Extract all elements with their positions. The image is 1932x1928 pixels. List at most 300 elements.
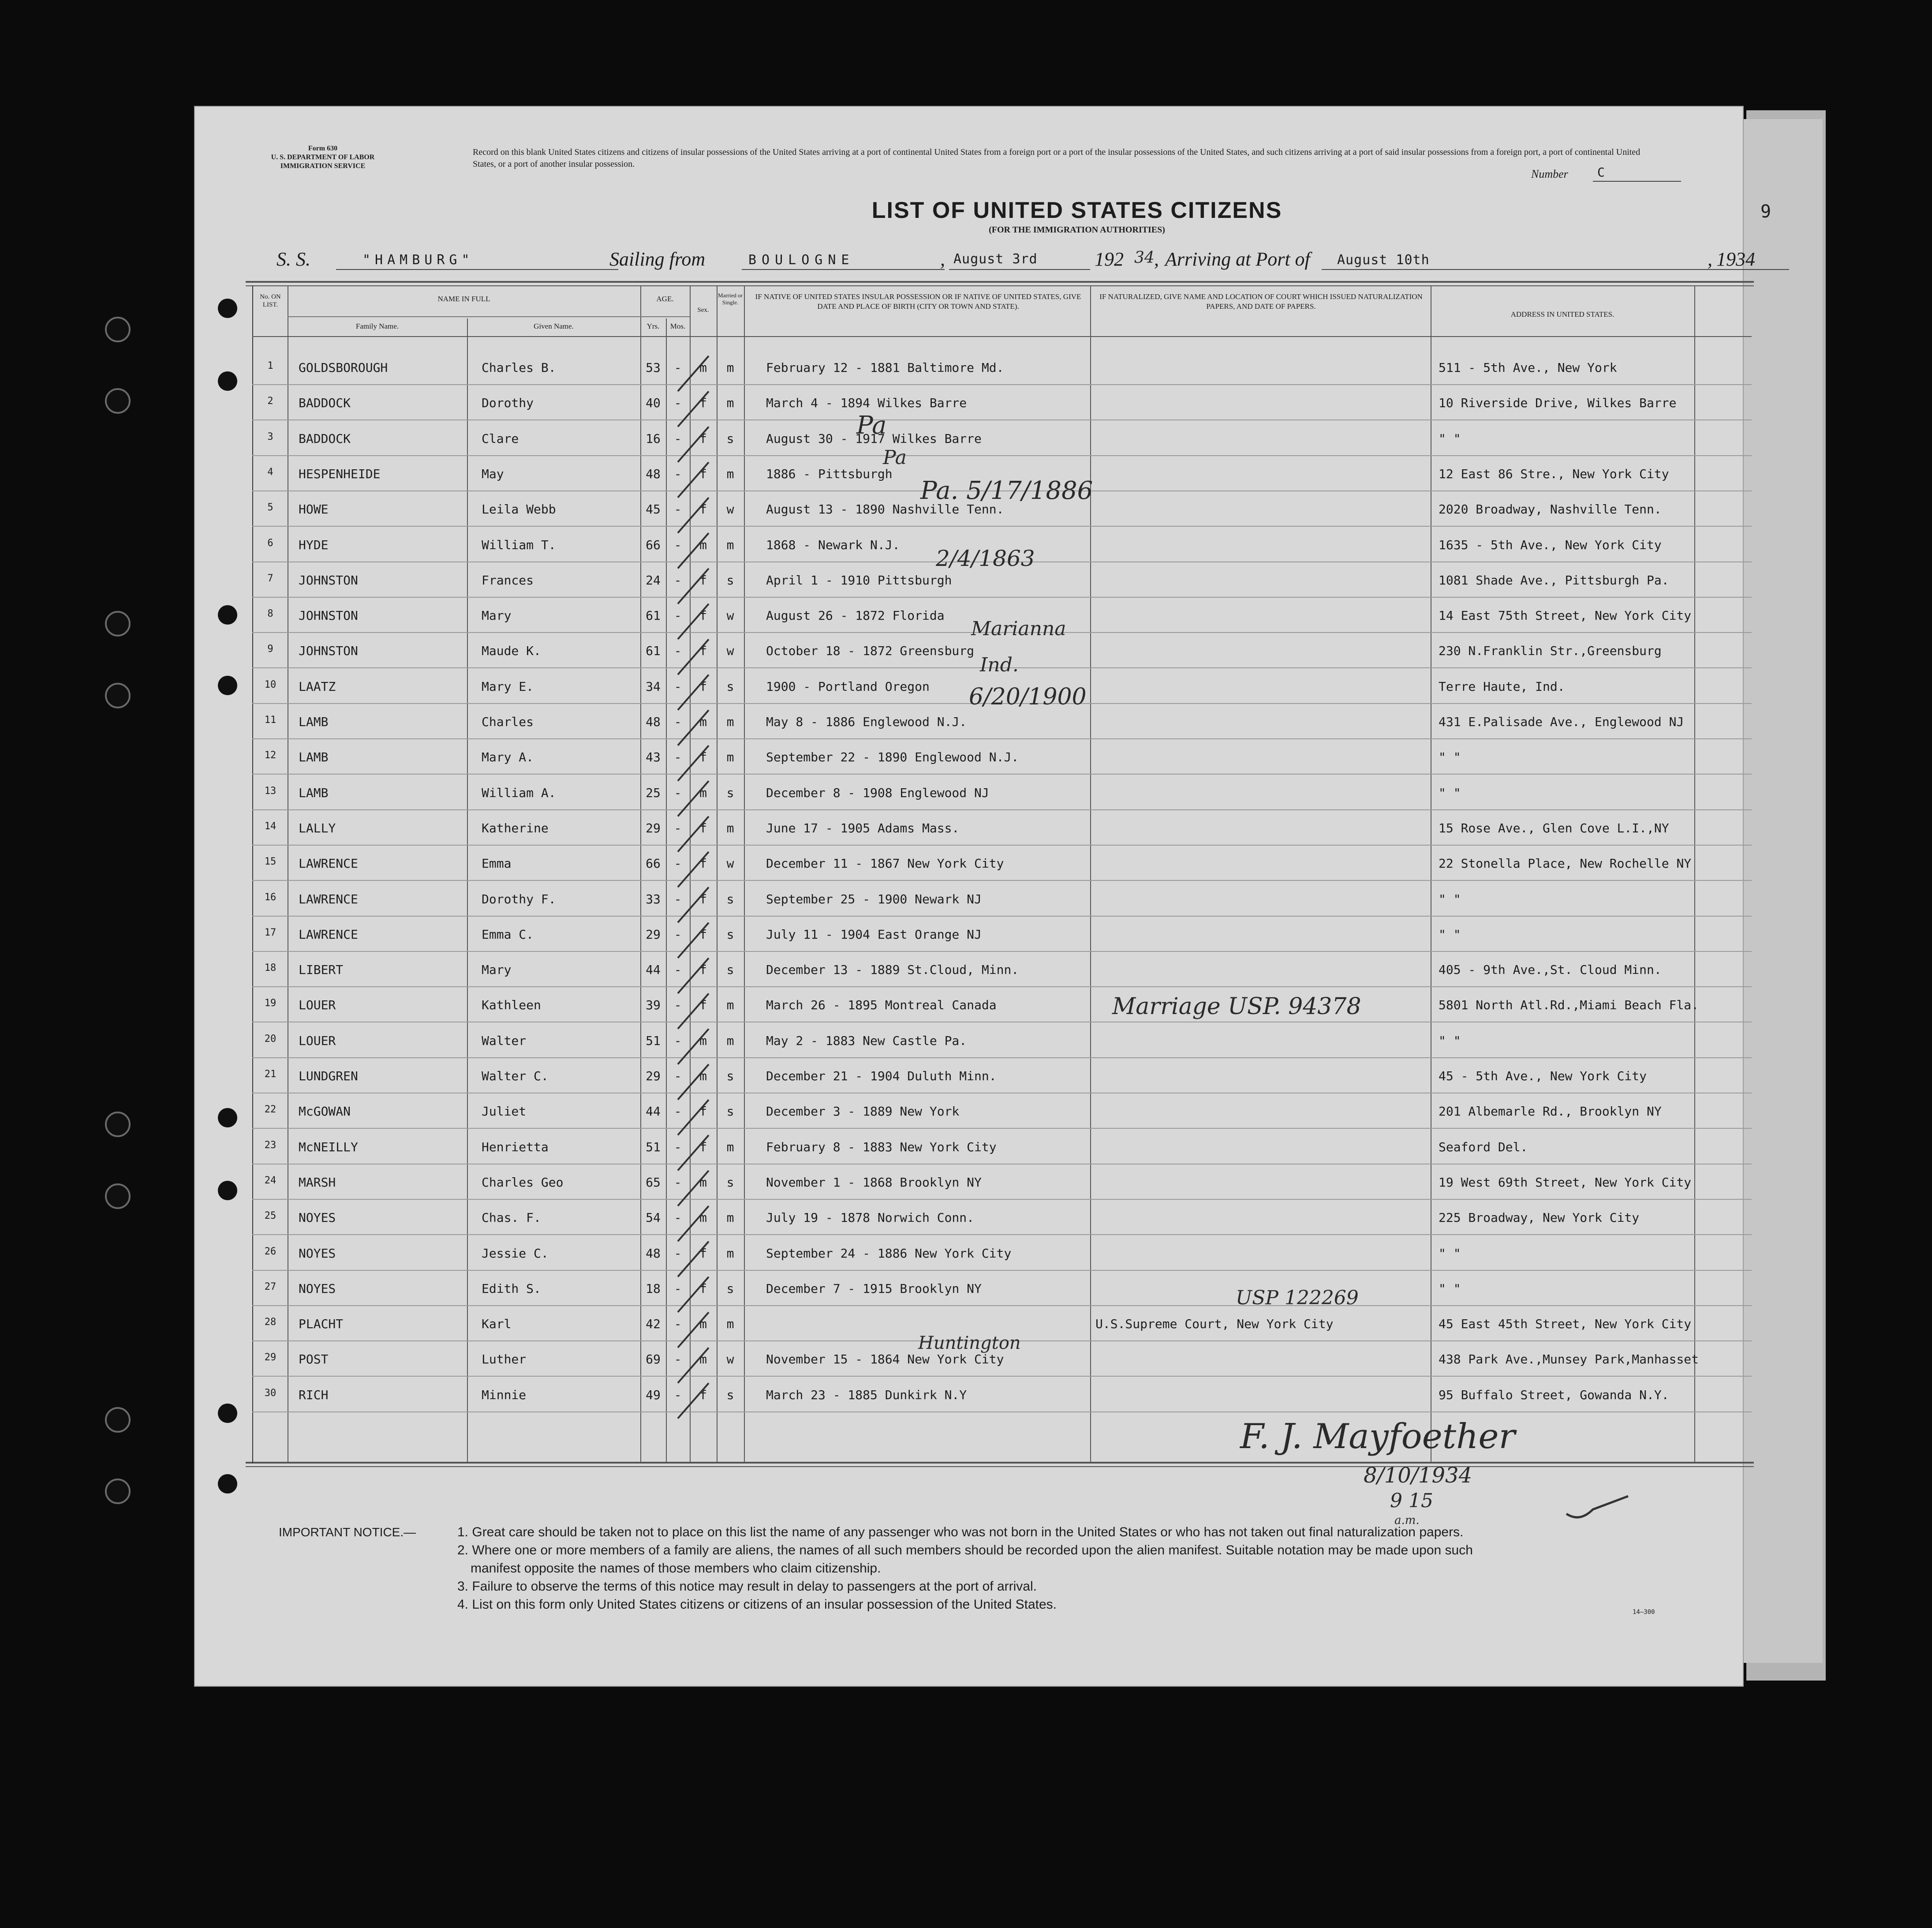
tick-mark: [678, 1312, 709, 1348]
row-number: 9: [267, 644, 273, 655]
header-married-single: Married or Single.: [718, 292, 743, 306]
sex: m: [699, 538, 707, 552]
row-number: 16: [264, 892, 277, 903]
given-name: Chas. F.: [482, 1210, 541, 1225]
check-mark: [1562, 1483, 1650, 1527]
table-row: [195, 918, 1783, 954]
us-address: Seaford Del.: [1439, 1140, 1528, 1154]
row-number: 1: [267, 360, 273, 371]
birth-date-place: 1868 - Newark N.J.: [766, 538, 900, 552]
signature-date: 8/10/1934: [1364, 1463, 1472, 1488]
age-months: -: [674, 1388, 682, 1402]
row-number: 23: [264, 1140, 277, 1151]
table-row: [195, 777, 1783, 812]
given-name: Kathleen: [482, 998, 541, 1012]
tick-mark: [678, 1383, 709, 1419]
family-name: LAWRENCE: [299, 892, 358, 906]
us-address: 15 Rose Ave., Glen Cove L.I.,NY: [1439, 821, 1669, 835]
row-number: 7: [267, 573, 273, 584]
row-number: 30: [264, 1388, 277, 1399]
tick-mark: [678, 887, 709, 923]
sex: f: [699, 644, 707, 658]
us-address: 45 East 45th Street, New York City: [1439, 1317, 1692, 1331]
age-years: 66: [646, 538, 661, 552]
page-subtitle: (FOR THE IMMIGRATION AUTHORITIES): [989, 225, 1165, 235]
marital-status: m: [726, 360, 734, 375]
us-address: 1635 - 5th Ave., New York City: [1439, 538, 1662, 552]
birth-date-place: December 7 - 1915 Brooklyn NY: [766, 1281, 982, 1296]
age-years: 66: [646, 856, 661, 871]
family-name: JOHNSTON: [299, 608, 358, 623]
signature-time-suffix: a.m.: [1394, 1514, 1420, 1527]
age-months: -: [674, 821, 682, 835]
sex: f: [699, 608, 707, 623]
sailing-from-label: Sailing from: [609, 248, 706, 270]
birth-date-place: December 11 - 1867 New York City: [766, 856, 1004, 871]
handwritten-note-row19: Marriage USP. 94378: [1112, 993, 1361, 1020]
row-number: 28: [264, 1317, 277, 1328]
us-address: 19 West 69th Street, New York City: [1439, 1175, 1692, 1190]
header-birth: IF NATIVE OF UNITED STATES INSULAR POSSESSION OR IF NATIVE OF UNITED STATES, GIVE DATE AND PLACE OF BIRTH (CITY OR TOWN AND STATE).: [755, 292, 1081, 311]
age-years: 61: [646, 644, 661, 658]
age-years: 40: [646, 396, 661, 410]
table-row: [195, 1237, 1783, 1273]
header-address: ADDRESS IN UNITED STATES.: [1510, 310, 1614, 318]
age-months: -: [674, 1317, 682, 1331]
sex: f: [699, 927, 707, 942]
tick-mark: [678, 745, 709, 781]
notice-item-2: 2. Where one or more members of a family are aliens, the names of all such members should be recorded upon the alien manifest. Suitable notation may be made upon such: [457, 1543, 1473, 1557]
row-number: 18: [264, 962, 277, 973]
age-years: 65: [646, 1175, 661, 1190]
marital-status: w: [726, 608, 734, 623]
age-months: -: [674, 467, 682, 481]
age-years: 48: [646, 467, 661, 481]
row-rule: [252, 809, 1752, 810]
sex: m: [699, 1069, 707, 1083]
row-rule: [252, 597, 1752, 598]
sex: f: [699, 750, 707, 764]
age-months: -: [674, 715, 682, 729]
family-name: LAMB: [299, 750, 329, 764]
us-address: 431 E.Palisade Ave., Englewood NJ: [1439, 715, 1684, 729]
family-name: JOHNSTON: [299, 644, 358, 658]
age-months: -: [674, 502, 682, 517]
age-months: -: [674, 679, 682, 694]
inspector-tick-marks: [636, 345, 812, 1448]
notice-heading: IMPORTANT NOTICE.—: [279, 1525, 416, 1539]
marital-status: w: [726, 856, 734, 871]
row-number: 15: [264, 856, 277, 867]
row-number: 14: [264, 821, 277, 832]
sex: f: [699, 856, 707, 871]
age-years: 54: [646, 1210, 661, 1225]
age-months: -: [674, 608, 682, 623]
sex: f: [699, 1104, 707, 1119]
sex: f: [699, 1281, 707, 1296]
given-name: Walter: [482, 1033, 527, 1048]
arriving-label: Arriving at Port of: [1165, 248, 1310, 270]
table-row: [195, 423, 1783, 458]
table-row: [195, 847, 1783, 883]
footer-code: 14—300: [1633, 1609, 1655, 1616]
handwritten-note-row10: 6/20/1900: [969, 684, 1087, 710]
family-name: GOLDSBOROUGH: [299, 360, 388, 375]
sex: m: [699, 1175, 707, 1190]
us-address: 5801 North Atl.Rd.,Miami Beach Fla.: [1439, 998, 1699, 1012]
family-name: LAMB: [299, 715, 329, 729]
sex: f: [699, 573, 707, 588]
tick-mark: [678, 816, 709, 852]
age-years: 48: [646, 1246, 661, 1261]
us-address: 2020 Broadway, Nashville Tenn.: [1439, 502, 1662, 517]
tick-mark: [678, 391, 709, 427]
given-name: Charles Geo: [482, 1175, 564, 1190]
binder-hole: [105, 1112, 131, 1137]
arrival-year: 1934: [1716, 248, 1755, 270]
binder-hole: [105, 683, 131, 708]
handwritten-note-row2: Pa: [856, 411, 887, 440]
family-name: JOHNSTON: [299, 573, 358, 588]
birth-date-place: March 4 - 1894 Wilkes Barre: [766, 396, 967, 410]
age-years: 29: [646, 1069, 661, 1083]
tick-mark: [678, 569, 709, 604]
us-address: 45 - 5th Ave., New York City: [1439, 1069, 1647, 1083]
given-name: Juliet: [482, 1104, 527, 1119]
sex: f: [699, 502, 707, 517]
birth-date-place: December 3 - 1889 New York: [766, 1104, 960, 1119]
table-row: [195, 954, 1783, 989]
age-years: 69: [646, 1352, 661, 1366]
row-rule: [252, 384, 1752, 385]
tick-mark: [678, 639, 709, 674]
sex: m: [699, 1352, 707, 1366]
table-row: [195, 741, 1783, 776]
header-no-on-list: No. ON LIST.: [260, 293, 281, 308]
sex: m: [699, 1033, 707, 1048]
departure-year-suffix: 34: [1134, 249, 1155, 267]
age-years: 44: [646, 1104, 661, 1119]
table-row: [195, 1095, 1783, 1131]
service-name: IMMIGRATION SERVICE: [280, 162, 366, 170]
age-years: 51: [646, 1033, 661, 1048]
tick-mark: [678, 498, 709, 533]
family-name: LAWRENCE: [299, 927, 358, 942]
age-months: -: [674, 927, 682, 942]
us-address: 438 Park Ave.,Munsey Park,Manhasset: [1439, 1352, 1699, 1366]
age-years: 29: [646, 821, 661, 835]
department-name: U. S. DEPARTMENT OF LABOR: [271, 153, 375, 161]
family-name: McGOWAN: [299, 1104, 351, 1119]
departure-year-prefix: 192: [1095, 248, 1124, 270]
table-row: [195, 1131, 1783, 1166]
marital-status: m: [726, 821, 734, 835]
marital-status: m: [726, 750, 734, 764]
given-name: Dorothy: [482, 396, 534, 410]
marital-status: m: [726, 1140, 734, 1154]
signature-time: 9 15: [1390, 1490, 1433, 1512]
tick-mark: [678, 1100, 709, 1135]
us-address: " ": [1439, 1033, 1461, 1048]
birth-date-place: November 1 - 1868 Brooklyn NY: [766, 1175, 982, 1190]
given-name: Dorothy F.: [482, 892, 556, 906]
given-name: Mary: [482, 608, 512, 623]
marital-status: w: [726, 644, 734, 658]
us-address: " ": [1439, 1281, 1461, 1296]
us-address: 95 Buffalo Street, Gowanda N.Y.: [1439, 1388, 1669, 1402]
family-name: NOYES: [299, 1246, 336, 1261]
sex: f: [699, 1388, 707, 1402]
handwritten-note-row8: Marianna: [971, 618, 1066, 640]
age-months: -: [674, 892, 682, 906]
tick-mark: [678, 1064, 709, 1100]
given-name: William T.: [482, 538, 556, 552]
age-months: -: [674, 1104, 682, 1119]
ss-label: S. S.: [277, 248, 310, 270]
tick-mark: [678, 533, 709, 569]
inspector-signature: F. J. Mayfoether: [1240, 1417, 1515, 1456]
birth-date-place: December 13 - 1889 St.Cloud, Minn.: [766, 962, 1019, 977]
birth-date-place: 1900 - Portland Oregon: [766, 679, 930, 694]
family-name: BADDOCK: [299, 431, 351, 446]
number-value: C: [1597, 165, 1605, 180]
row-rule: [252, 526, 1752, 527]
us-address: 405 - 9th Ave.,St. Cloud Minn.: [1439, 962, 1662, 977]
family-name: LAWRENCE: [299, 856, 358, 871]
tick-mark: [678, 1206, 709, 1241]
marital-status: m: [726, 467, 734, 481]
given-name: Walter C.: [482, 1069, 549, 1083]
comma: ,: [940, 248, 945, 270]
birth-date-place: February 8 - 1883 New York City: [766, 1140, 997, 1154]
marital-status: s: [726, 1069, 734, 1083]
family-name: NOYES: [299, 1210, 336, 1225]
us-address: 22 Stonella Place, New Rochelle NY: [1439, 856, 1692, 871]
sex: f: [699, 892, 707, 906]
marital-status: m: [726, 1210, 734, 1225]
handwritten-note-row29: Huntington: [918, 1333, 1021, 1353]
marital-status: s: [726, 927, 734, 942]
sex: m: [699, 786, 707, 800]
naturalization-court: U.S.Supreme Court, New York City: [1095, 1317, 1334, 1331]
birth-date-place: May 8 - 1886 Englewood N.J.: [766, 715, 967, 729]
arrival-date: August 10th: [1337, 252, 1430, 268]
row-rule: [252, 1411, 1752, 1412]
table-row: [195, 1273, 1783, 1308]
sex: f: [699, 998, 707, 1012]
us-address: 201 Albemarle Rd., Brooklyn NY: [1439, 1104, 1662, 1119]
us-address: " ": [1439, 786, 1461, 800]
us-address: 12 East 86 Stre., New York City: [1439, 467, 1669, 481]
birth-date-place: March 26 - 1895 Montreal Canada: [766, 998, 997, 1012]
notice-item-4: 4. List on this form only United States citizens or citizens of an insular possession of the United States.: [457, 1597, 1057, 1612]
birth-date-place: July 11 - 1904 East Orange NJ: [766, 927, 982, 942]
us-address: " ": [1439, 750, 1461, 764]
given-name: May: [482, 467, 504, 481]
row-rule: [252, 455, 1752, 456]
age-months: -: [674, 360, 682, 375]
sex: f: [699, 396, 707, 410]
us-address: 225 Broadway, New York City: [1439, 1210, 1640, 1225]
birth-date-place: September 25 - 1900 Newark NJ: [766, 892, 982, 906]
table-row: [195, 352, 1783, 387]
marital-status: s: [726, 892, 734, 906]
punch-dot: [218, 299, 237, 318]
row-number: 22: [264, 1104, 277, 1115]
family-name: RICH: [299, 1388, 329, 1402]
age-months: -: [674, 750, 682, 764]
row-rule: [252, 774, 1752, 775]
row-rule: [252, 880, 1752, 881]
marital-status: s: [726, 1388, 734, 1402]
row-rule: [252, 951, 1752, 952]
tick-mark: [678, 1242, 709, 1277]
age-months: -: [674, 998, 682, 1012]
tick-mark: [678, 675, 709, 710]
birth-date-place: July 19 - 1878 Norwich Conn.: [766, 1210, 975, 1225]
tick-mark: [678, 993, 709, 1029]
row-number: 5: [267, 502, 273, 513]
given-name: Henrietta: [482, 1140, 549, 1154]
row-number: 25: [264, 1210, 277, 1221]
handwritten-note-row3: Pa: [883, 446, 907, 469]
row-number: 6: [267, 538, 273, 549]
handwritten-note-row4: Pa. 5/17/1886: [920, 476, 1093, 505]
marital-status: m: [726, 1317, 734, 1331]
binder-hole: [105, 317, 131, 342]
row-rule: [252, 1057, 1752, 1058]
handwritten-note-row28: USP 122269: [1236, 1287, 1359, 1309]
header-sex: Sex.: [697, 307, 709, 314]
us-address: " ": [1439, 1246, 1461, 1261]
sex: f: [699, 1246, 707, 1261]
row-rule: [252, 1199, 1752, 1200]
marital-status: s: [726, 786, 734, 800]
birth-date-place: November 15 - 1864 New York City: [766, 1352, 1004, 1366]
family-name: PLACHT: [299, 1317, 344, 1331]
table-row: [195, 812, 1783, 847]
tick-mark: [678, 923, 709, 958]
given-name: Emma: [482, 856, 512, 871]
row-number: 20: [264, 1033, 277, 1044]
family-name: BADDOCK: [299, 396, 351, 410]
age-months: -: [674, 1175, 682, 1190]
age-years: 39: [646, 998, 661, 1012]
given-name: William A.: [482, 786, 556, 800]
sex: m: [699, 1210, 707, 1225]
birth-date-place: August 26 - 1872 Florida: [766, 608, 945, 623]
table-row: [195, 1202, 1783, 1237]
marital-status: s: [726, 1175, 734, 1190]
table-row: [195, 1025, 1783, 1060]
departure-port: BOULOGNE: [748, 252, 855, 268]
age-months: -: [674, 396, 682, 410]
birth-date-place: September 22 - 1890 Englewood N.J.: [766, 750, 1019, 764]
header-naturalized: IF NATURALIZED, GIVE NAME AND LOCATION OF COURT WHICH ISSUED NATURALIZATION PAPERS, AND DATE OF PAPERS.: [1099, 292, 1423, 311]
number-label: Number: [1531, 168, 1568, 180]
us-address: 1081 Shade Ave., Pittsburgh Pa.: [1439, 573, 1669, 588]
given-name: Leila Webb: [482, 502, 556, 517]
age-months: -: [674, 786, 682, 800]
family-name: LALLY: [299, 821, 336, 835]
given-name: Katherine: [482, 821, 549, 835]
table-row: [195, 1060, 1783, 1095]
sex: m: [699, 715, 707, 729]
row-rule: [252, 1128, 1752, 1129]
notice-item-1: 1. Great care should be taken not to place on this list the name of any passenger who was not born in the United States or who has not taken out final naturalization papers.: [457, 1525, 1464, 1539]
family-name: HYDE: [299, 538, 329, 552]
table-row: [195, 1166, 1783, 1202]
departure-date: August 3rd: [953, 251, 1038, 267]
marital-status: s: [726, 679, 734, 694]
us-address: " ": [1439, 892, 1461, 906]
handwritten-note-row9: Ind.: [980, 654, 1019, 676]
birth-date-place: 1886 - Pittsburgh: [766, 467, 893, 481]
binder-hole: [105, 1407, 131, 1433]
marital-status: s: [726, 1281, 734, 1296]
family-name: HESPENHEIDE: [299, 467, 381, 481]
marital-status: s: [726, 573, 734, 588]
tick-mark: [678, 604, 709, 639]
family-name: LIBERT: [299, 962, 344, 977]
given-name: Charles B.: [482, 360, 556, 375]
row-number: 13: [264, 786, 277, 797]
table-row: [195, 387, 1783, 422]
notice-item-2-cont: manifest opposite the names of those members who claim citizenship.: [471, 1561, 881, 1576]
sex: f: [699, 1140, 707, 1154]
tick-mark: [678, 781, 709, 816]
tick-mark: [678, 1277, 709, 1312]
row-number: 10: [264, 679, 277, 690]
family-name: HOWE: [299, 502, 329, 517]
sex: f: [699, 431, 707, 446]
family-name: POST: [299, 1352, 329, 1366]
table-row: [195, 883, 1783, 918]
row-number: 26: [264, 1246, 277, 1257]
row-rule: [252, 916, 1752, 917]
age-months: -: [674, 1069, 682, 1083]
header-mos: Mos.: [670, 322, 686, 330]
age-years: 49: [646, 1388, 661, 1402]
sex: f: [699, 962, 707, 977]
sex: m: [699, 1317, 707, 1331]
family-name: LAMB: [299, 786, 329, 800]
age-years: 29: [646, 927, 661, 942]
row-number: 17: [264, 927, 277, 938]
marital-status: m: [726, 396, 734, 410]
header-family-name: Family Name.: [355, 322, 399, 330]
row-rule: [252, 1234, 1752, 1235]
age-months: -: [674, 1281, 682, 1296]
marital-status: m: [726, 998, 734, 1012]
page-number: 9: [1760, 202, 1771, 222]
given-name: Mary A.: [482, 750, 534, 764]
marital-status: s: [726, 431, 734, 446]
age-months: -: [674, 573, 682, 588]
given-name: Luther: [482, 1352, 527, 1366]
table-row: [195, 989, 1783, 1024]
given-name: Karl: [482, 1317, 512, 1331]
tick-mark: [678, 958, 709, 993]
row-rule: [252, 1376, 1752, 1377]
form-info: [261, 144, 385, 171]
row-number: 24: [264, 1175, 277, 1186]
birth-date-place: March 23 - 1885 Dunkirk N.Y: [766, 1388, 967, 1402]
age-months: -: [674, 1246, 682, 1261]
family-name: LUNDGREN: [299, 1069, 358, 1083]
given-name: Jessie C.: [482, 1246, 549, 1261]
marital-status: s: [726, 962, 734, 977]
